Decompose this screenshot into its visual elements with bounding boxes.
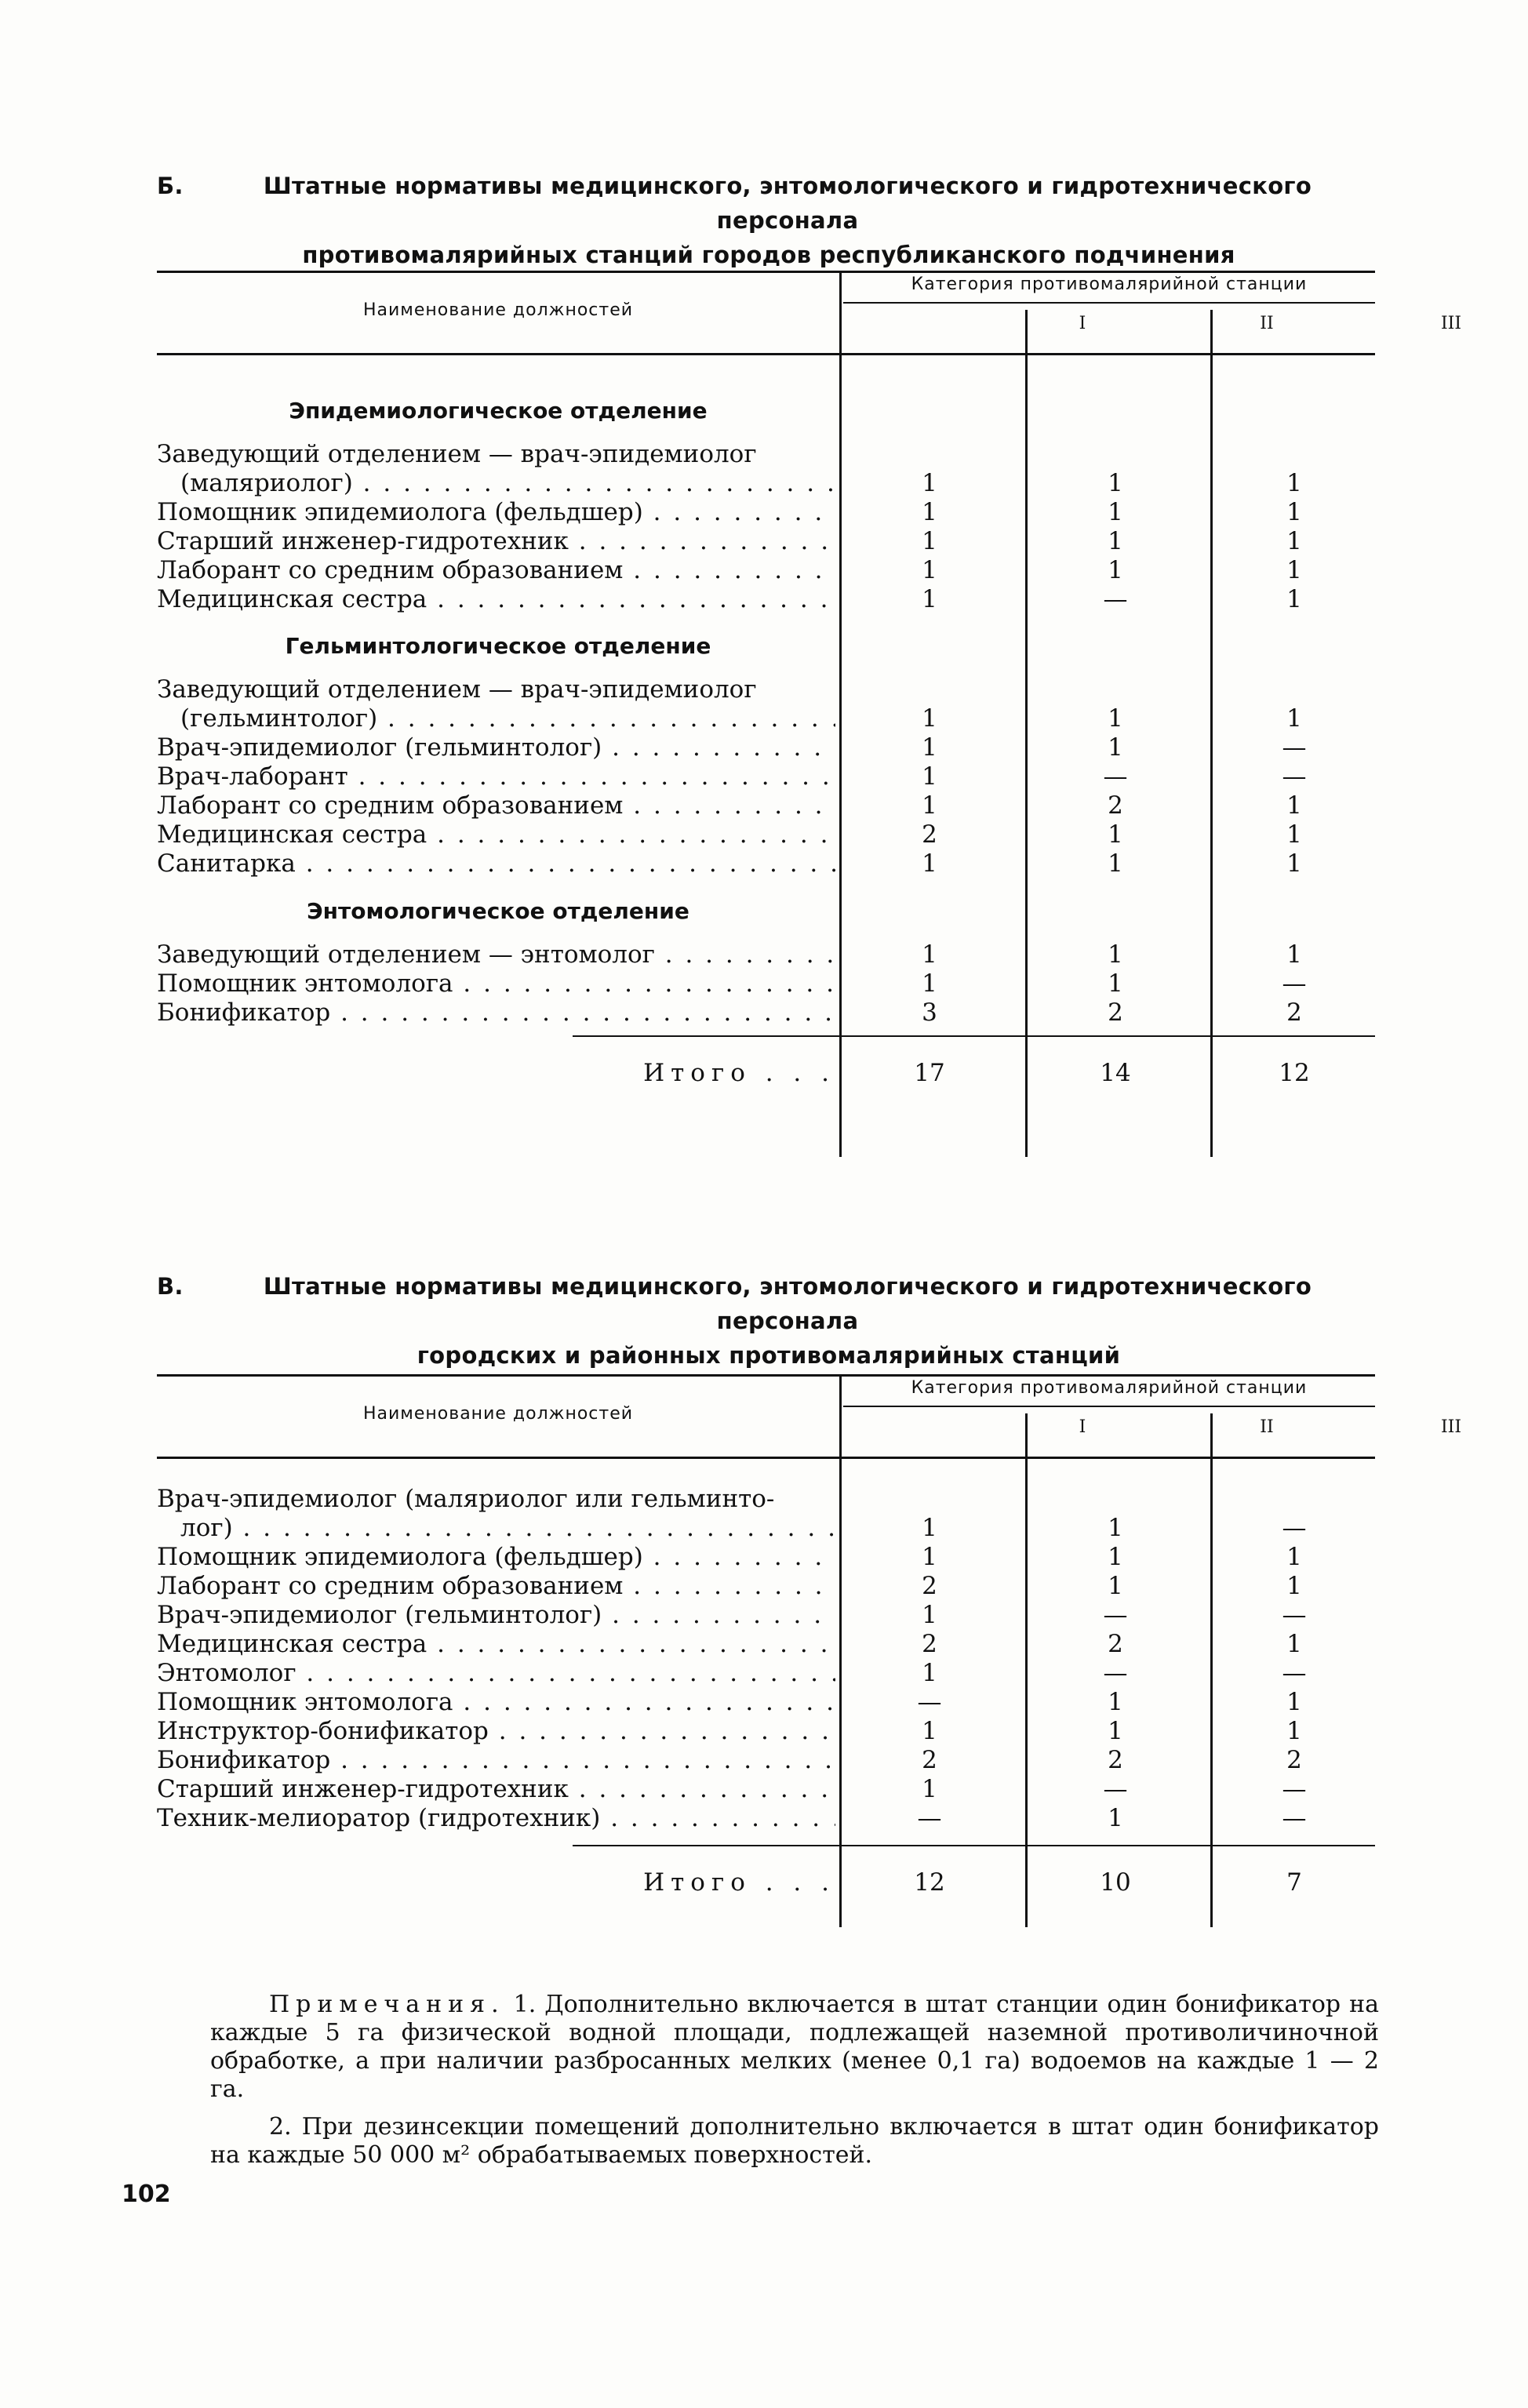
value-cat-1: 1: [922, 1543, 937, 1571]
table-row: [157, 468, 1375, 498]
row-label: Бонификатор . . .: [157, 1745, 835, 1775]
value-cat-2: 1: [1108, 1514, 1123, 1542]
value-cat-1: 2: [922, 1630, 937, 1658]
value-cat-1: 1: [922, 791, 937, 820]
value-cat-3: 1: [1286, 849, 1302, 878]
table-row: [157, 1658, 1375, 1688]
value-cat-2: 1: [1108, 498, 1123, 526]
table-row: [157, 584, 1375, 614]
row-label: (гельминтолог) . . .: [157, 704, 835, 733]
value-cat-3: —: [1282, 969, 1307, 998]
table-v-title-line1: Штатные нормативы медицинского, энтомологического и гидротехнического персонала: [263, 1273, 1312, 1334]
table-row: [157, 1803, 1375, 1833]
value-cat-2: 1: [1108, 849, 1123, 878]
row-label: Старший инженер-гидротехник . . .: [157, 1774, 835, 1804]
value-cat-2: 1: [1108, 1688, 1123, 1716]
value-cat-3: —: [1282, 733, 1307, 762]
value-cat-1: 2: [922, 820, 937, 849]
row-label: Старший инженер-гидротехник . . .: [157, 526, 835, 556]
value-cat-1: 1: [922, 762, 937, 791]
table-b-cat-2: II: [1260, 314, 1274, 333]
value-cat-2: 1: [1108, 469, 1123, 497]
value-cat-2: 1: [1108, 1543, 1123, 1571]
value-cat-2: 1: [1108, 704, 1123, 733]
table-b-cat-1: I: [1079, 314, 1086, 333]
table-b-header-category: Категория противомалярийной станции: [911, 275, 1308, 294]
row-label: Санитарка . . .: [157, 849, 835, 878]
value-cat-3: —: [1282, 1601, 1307, 1629]
value-cat-3: —: [1282, 1804, 1307, 1832]
value-cat-1: 1: [922, 556, 937, 584]
value-cat-3: —: [1282, 1659, 1307, 1687]
value-cat-3: 1: [1286, 469, 1302, 497]
value-cat-1: 2: [922, 1572, 937, 1600]
table-row: [157, 526, 1375, 556]
notes-heading: Примечания.: [269, 1991, 505, 2018]
table-row: [157, 1513, 1375, 1543]
table-row: [157, 940, 1375, 969]
table-row: [157, 1484, 1375, 1514]
value-cat-3: 1: [1286, 527, 1302, 555]
table-row: [157, 1687, 1375, 1717]
table-row: [157, 675, 1375, 704]
table-b-title-line1: Штатные нормативы медицинского, энтомологического и гидротехнического персонала: [263, 173, 1312, 234]
value-cat-3: 1: [1286, 1543, 1302, 1571]
value-cat-3: 1: [1286, 791, 1302, 820]
table-v-top-rule: [157, 1374, 1375, 1377]
value-cat-3: 1: [1286, 1630, 1302, 1658]
value-cat-1: 1: [922, 1514, 937, 1542]
table-row: [157, 733, 1375, 762]
value-cat-2: 2: [1108, 1746, 1123, 1774]
value-cat-1: 3: [922, 998, 937, 1027]
table-row: [157, 1571, 1375, 1601]
value-cat-3: 1: [1286, 1717, 1302, 1745]
row-label: Медицинская сестра . . .: [157, 1629, 835, 1659]
value-cat-2: —: [1103, 1659, 1128, 1687]
table-v-cat-2: II: [1260, 1417, 1274, 1437]
table-v-total-label: Итого . . .: [643, 1868, 835, 1897]
table-v-total-cat-1: 12: [914, 1868, 945, 1897]
value-cat-1: 1: [922, 1659, 937, 1687]
note-2: 2. При дезинсекции помещений дополнительно включается в штат один бонификатор на каждые 50 000 м² обрабатываемых поверхностей.: [210, 2113, 1379, 2169]
table-row: [157, 1774, 1375, 1804]
value-cat-2: 1: [1108, 1804, 1123, 1832]
table-b-total-label: Итого . . .: [643, 1059, 835, 1087]
table-v-caption: [157, 1269, 1381, 1373]
table-b-top-rule: [157, 271, 1375, 273]
table-v-header-category: Категория противомалярийной станции: [911, 1378, 1308, 1398]
value-cat-3: —: [1282, 1514, 1307, 1542]
row-label: Заведующий отделением — врач-эпидемиолог: [157, 440, 757, 468]
value-cat-1: 1: [922, 469, 937, 497]
row-label: Энтомолог . . .: [157, 1658, 835, 1688]
table-row: [157, 849, 1375, 878]
row-label: Бонификатор . . .: [157, 998, 835, 1028]
table-row: [157, 439, 1375, 469]
page-number: 102: [122, 2181, 171, 2208]
table-b-total-cat-1: 17: [914, 1059, 945, 1087]
section-title: Эпидемиологическое отделение: [289, 398, 708, 424]
row-label: Заведующий отделением — энтомолог . . .: [157, 940, 835, 969]
value-cat-1: 1: [922, 498, 937, 526]
table-row: [157, 704, 1375, 733]
table-row: [157, 969, 1375, 998]
notes-block: [210, 1991, 1379, 2170]
value-cat-2: —: [1103, 762, 1128, 791]
row-label: лог) . . .: [157, 1513, 835, 1543]
row-label: Помощник эпидемиолога (фельдшер) . . .: [157, 1542, 835, 1572]
row-label: Техник-мелиоратор (гидротехник) . . .: [157, 1803, 835, 1833]
note-1: [210, 1991, 1379, 2104]
table-v-total-cat-3: 7: [1286, 1868, 1302, 1897]
value-cat-3: 1: [1286, 704, 1302, 733]
value-cat-2: 1: [1108, 556, 1123, 584]
row-label: Врач-эпидемиолог (гельминтолог) . . .: [157, 1600, 835, 1630]
table-row: [157, 820, 1375, 849]
table-row: [157, 555, 1375, 585]
table-row: [157, 497, 1375, 527]
value-cat-1: —: [917, 1804, 942, 1832]
table-v-header-sub-rule: [843, 1406, 1375, 1407]
row-label: Медицинская сестра . . .: [157, 820, 835, 849]
row-label: Заведующий отделением — врач-эпидемиолог: [157, 675, 757, 704]
value-cat-3: 1: [1286, 585, 1302, 613]
value-cat-1: 2: [922, 1746, 937, 1774]
table-b-total-cat-2: 14: [1100, 1059, 1131, 1087]
value-cat-3: 1: [1286, 1688, 1302, 1716]
value-cat-1: 1: [922, 1601, 937, 1629]
table-row: [157, 1629, 1375, 1659]
value-cat-2: 1: [1108, 940, 1123, 969]
value-cat-1: 1: [922, 849, 937, 878]
table-row: [157, 1716, 1375, 1746]
table-row: [157, 762, 1375, 791]
value-cat-1: 1: [922, 733, 937, 762]
table-v-total-cat-2: 10: [1100, 1868, 1131, 1897]
row-label: Врач-лаборант . . .: [157, 762, 835, 791]
value-cat-2: 1: [1108, 527, 1123, 555]
table-b-header-sub-rule: [843, 302, 1375, 304]
table-b-letter: Б.: [157, 173, 184, 199]
row-label: Врач-эпидемиолог (гельминтолог) . . .: [157, 733, 835, 762]
table-b-header-name: Наименование должностей: [362, 300, 634, 320]
value-cat-3: —: [1282, 1775, 1307, 1803]
value-cat-2: 1: [1108, 820, 1123, 849]
table-b-total-rule: [573, 1035, 1375, 1037]
value-cat-3: 1: [1286, 1572, 1302, 1600]
row-label: Помощник эпидемиолога (фельдшер) . . .: [157, 497, 835, 527]
value-cat-3: 1: [1286, 940, 1302, 969]
table-row: [157, 998, 1375, 1028]
value-cat-3: 1: [1286, 556, 1302, 584]
section-title: Энтомологическое отделение: [307, 898, 689, 924]
value-cat-1: —: [917, 1688, 942, 1716]
table-v-cat-1: I: [1079, 1417, 1086, 1437]
row-label: Помощник энтомолога . . .: [157, 969, 835, 998]
row-label: Помощник энтомолога . . .: [157, 1687, 835, 1717]
value-cat-2: 1: [1108, 1572, 1123, 1600]
row-label: Лаборант со средним образованием . . .: [157, 791, 835, 820]
row-label: Лаборант со средним образованием . . .: [157, 555, 835, 585]
value-cat-3: 1: [1286, 820, 1302, 849]
value-cat-1: 1: [922, 527, 937, 555]
value-cat-2: 2: [1108, 1630, 1123, 1658]
value-cat-2: 2: [1108, 791, 1123, 820]
value-cat-3: —: [1282, 762, 1307, 791]
row-label: Инструктор-бонификатор . . .: [157, 1716, 835, 1746]
row-label: Лаборант со средним образованием . . .: [157, 1571, 835, 1601]
value-cat-1: 1: [922, 940, 937, 969]
row-label: (маляриолог) . . .: [157, 468, 835, 498]
value-cat-1: 1: [922, 1717, 937, 1745]
table-row: [157, 791, 1375, 820]
value-cat-3: 2: [1286, 1746, 1302, 1774]
value-cat-2: 2: [1108, 998, 1123, 1027]
table-b-total-cat-3: 12: [1279, 1059, 1310, 1087]
table-v-title-line2: городских и районных противомалярийных станций: [417, 1342, 1121, 1369]
value-cat-2: 1: [1108, 969, 1123, 998]
row-label: Медицинская сестра . . .: [157, 584, 835, 614]
value-cat-1: 1: [922, 1775, 937, 1803]
value-cat-1: 1: [922, 704, 937, 733]
table-v-letter: В.: [157, 1273, 184, 1300]
value-cat-3: 1: [1286, 498, 1302, 526]
table-v: [157, 1374, 1462, 1931]
section-title: Гельминтологическое отделение: [285, 633, 711, 659]
row-label: Врач-эпидемиолог (маляриолог или гельминто-: [157, 1485, 775, 1513]
table-row: [157, 1600, 1375, 1630]
table-b-caption: [157, 169, 1381, 272]
value-cat-2: —: [1103, 1775, 1128, 1803]
table-v-header-name: Наименование должностей: [362, 1404, 634, 1424]
value-cat-2: 1: [1108, 733, 1123, 762]
value-cat-2: —: [1103, 1601, 1128, 1629]
table-v-cat-3: III: [1440, 1417, 1462, 1437]
value-cat-1: 1: [922, 585, 937, 613]
value-cat-2: 1: [1108, 1717, 1123, 1745]
table-b: [157, 271, 1462, 1157]
table-row: [157, 1542, 1375, 1572]
table-b-header-bottom-rule: [157, 353, 1375, 355]
table-b-title-line2: противомалярийных станций городов республиканского подчинения: [302, 242, 1235, 268]
note-1-text: 1. Дополнительно включается в штат станции один бонификатор на каждые 5 га физической водной площади, подлежащей наземной противоличиночной обработке, а при наличии разбросанных мелких (менее 0,1 га) водоемов на каждые 1 — 2 га.: [210, 1991, 1379, 2103]
table-v-header-bottom-rule: [157, 1457, 1375, 1459]
value-cat-1: 1: [922, 969, 937, 998]
value-cat-2: —: [1103, 585, 1128, 613]
table-b-cat-3: III: [1440, 314, 1462, 333]
table-v-total-rule: [573, 1845, 1375, 1846]
value-cat-3: 2: [1286, 998, 1302, 1027]
table-row: [157, 1745, 1375, 1775]
